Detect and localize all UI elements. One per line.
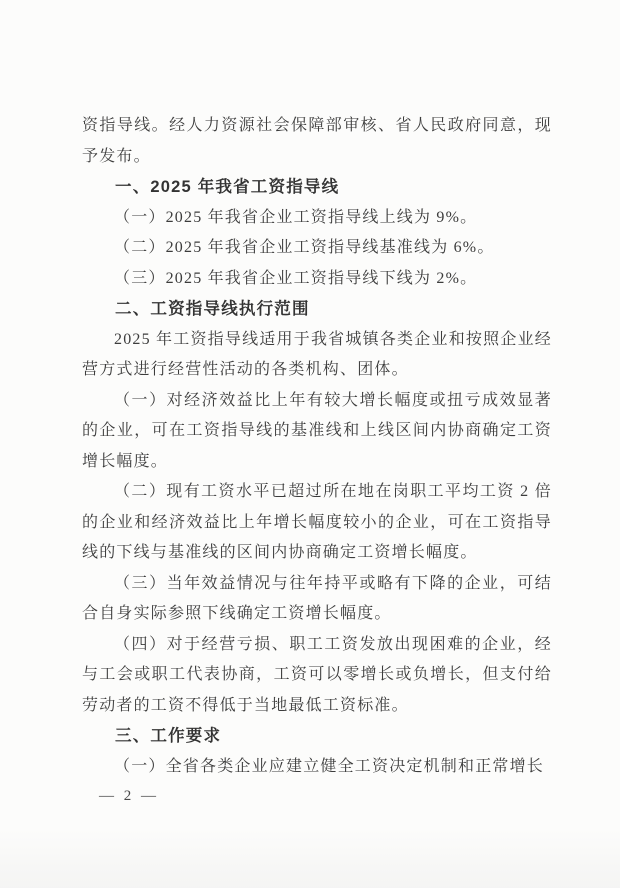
paragraph-item-1-2: （二）2025 年我省企业工资指导线基准线为 6%。 bbox=[114, 239, 495, 256]
paragraph-item-2-2: （二）现有工资水平已超过所在地在岗职工平均工资 2 倍的企业和经济效益比上年增长幅度较小的企业，可在工资指导线的下线与基准线的区间内协商确定工资增长幅度。 bbox=[82, 483, 552, 561]
paragraph-item-2-4: （四）对于经营亏损、职工工资发放出现困难的企业，经与工会或职工代表协商，工资可以零增长或负增长，但支付给劳动者的工资不得低于当地最低工资标准。 bbox=[82, 635, 552, 714]
paragraph-item-2-3: （三）当年效益情况与往年持平或略有下降的企业，可结合自身实际参照下线确定工资增长幅度。 bbox=[82, 574, 552, 622]
scan-shadow bbox=[0, 828, 620, 888]
paragraph-item-3-1: （一）全省各类企业应建立健全工资决定机制和正常增长 bbox=[114, 757, 545, 775]
heading-section-3: 三、工作要求 bbox=[115, 727, 222, 745]
heading-section-2: 二、工资指导线执行范围 bbox=[115, 300, 310, 318]
page-number: — 2 — bbox=[99, 788, 159, 804]
paragraph-continued: 资指导线。经人力资源社会保障部审核、省人民政府同意，现予发布。 bbox=[82, 117, 552, 165]
paragraph-item-1-3: （三）2025 年我省企业工资指导线下线为 2%。 bbox=[114, 269, 478, 287]
paragraph-item-1-1: （一）2025 年我省企业工资指导线上线为 9%。 bbox=[114, 208, 478, 226]
document-body bbox=[82, 111, 552, 782]
heading-section-1: 一、2025 年我省工资指导线 bbox=[115, 178, 340, 196]
paragraph-scope: 2025 年工资指导线适用于我省城镇各类企业和按照企业经营方式进行经营性活动的各类机构、团体。 bbox=[82, 330, 552, 378]
paragraph-item-2-1: （一）对经济效益比上年有较大增长幅度或扭亏成效显著的企业，可在工资指导线的基准线和上线区间内协商确定工资增长幅度。 bbox=[82, 391, 552, 470]
